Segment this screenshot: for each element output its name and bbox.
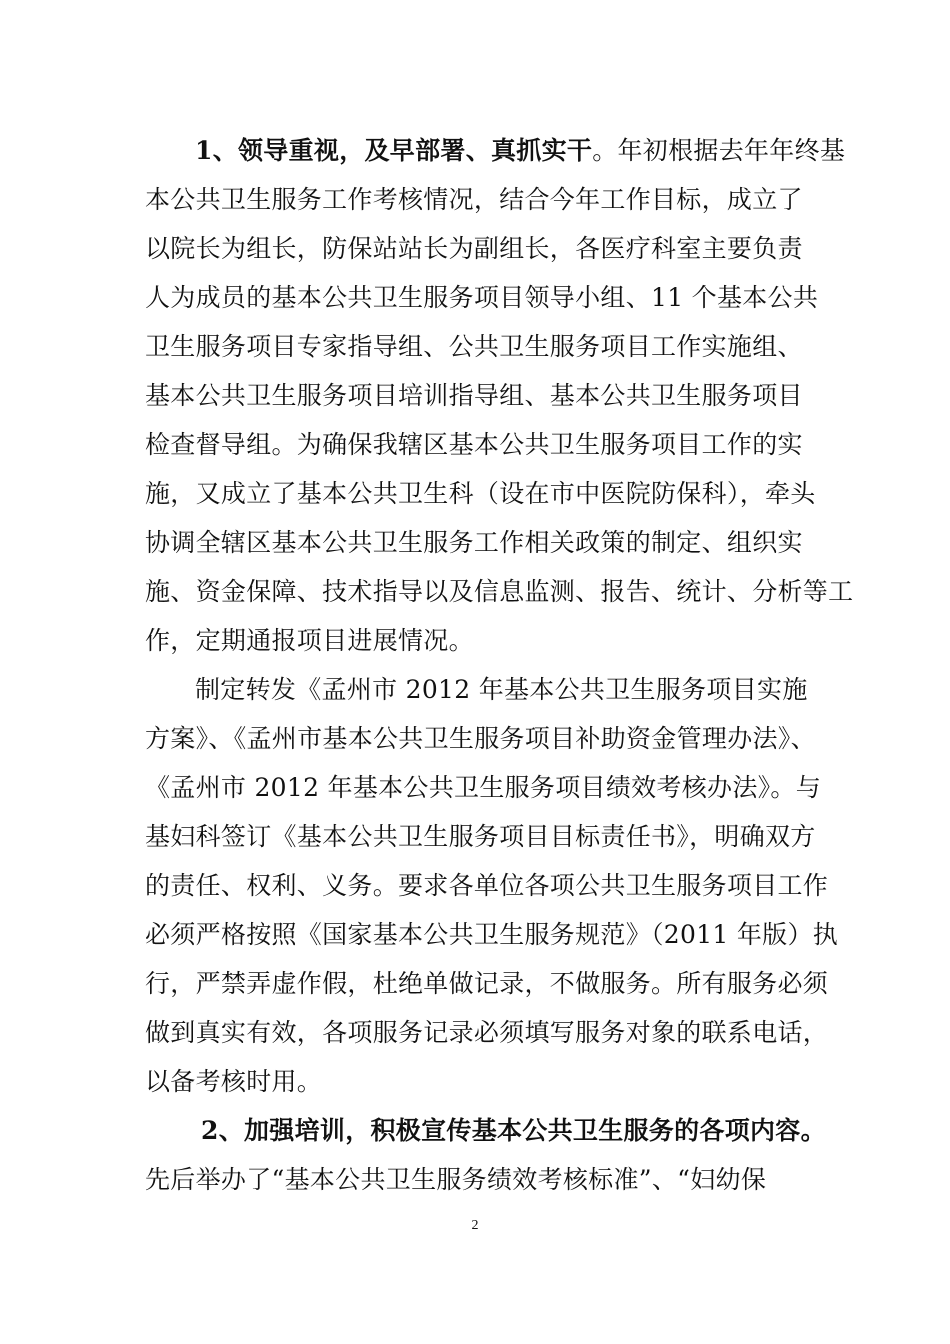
- paragraph-3-line-1: [145, 1106, 826, 1155]
- paragraph-1-line-5: 卫生服务项目专家指导组、公共卫生服务项目工作实施组、: [145, 332, 803, 361]
- line-text: 。年初根据去年年终基: [592, 136, 846, 165]
- paragraph-1-line-10: 施、资金保障、技术指导以及信息监测、报告、统计、分析等工: [145, 577, 854, 606]
- document-body: [145, 126, 854, 1204]
- paragraph-2-line-4: 基妇科签订《基本公共卫生服务项目目标责任书》，明确双方: [145, 822, 816, 851]
- paragraph-1-line-11: 作，定期通报项目进展情况。: [145, 626, 474, 655]
- section-heading-1: 1、领导重视，及早部署、真抓实干: [195, 136, 593, 165]
- paragraph-2-line-2: 方案》、《孟州市基本公共卫生服务项目补助资金管理办法》、: [145, 724, 816, 753]
- paragraph-1-line-7: 检查督导组。为确保我辖区基本公共卫生服务项目工作的实: [145, 430, 803, 459]
- paragraph-2-line-8: 做到真实有效，各项服务记录必须填写服务对象的联系电话，: [145, 1018, 829, 1047]
- paragraph-1-line-6: 基本公共卫生服务项目培训指导组、基本公共卫生服务项目: [145, 381, 803, 410]
- paragraph-2-line-1: 制定转发《孟州市 2012 年基本公共卫生服务项目实施: [195, 675, 808, 704]
- paragraph-2-line-3: 《孟州市 2012 年基本公共卫生服务项目绩效考核办法》。与: [145, 773, 822, 802]
- paragraph-1-line-4: 人为成员的基本公共卫生服务项目领导小组、11 个基本公共: [145, 283, 819, 312]
- paragraph-1-line-1: [145, 126, 846, 175]
- section-heading-2: 2、加强培训，积极宣传基本公共卫生服务的各项内容。: [201, 1116, 826, 1145]
- paragraph-2-line-5: 的责任、权利、义务。要求各单位各项公共卫生服务项目工作: [145, 871, 829, 900]
- paragraph-2-line-9: 以备考核时用。: [145, 1067, 323, 1096]
- paragraph-3-line-2: 先后举办了“基本公共卫生服务绩效考核标准”、“妇幼保: [145, 1165, 767, 1194]
- paragraph-1-line-3: 以院长为组长，防保站站长为副组长，各医疗科室主要负责: [145, 234, 803, 263]
- paragraph-2-line-6: 必须严格按照《国家基本公共卫生服务规范》（2011 年版）执: [145, 920, 839, 949]
- paragraph-1-line-9: 协调全辖区基本公共卫生服务工作相关政策的制定、组织实: [145, 528, 803, 557]
- paragraph-2-line-7: 行，严禁弄虚作假，杜绝单做记录，不做服务。所有服务必须: [145, 969, 829, 998]
- paragraph-1-line-8: 施，又成立了基本公共卫生科（设在市中医院防保科），牵头: [145, 479, 816, 508]
- page-number: 2: [471, 1218, 479, 1233]
- paragraph-1-line-2: 本公共卫生服务工作考核情况，结合今年工作目标，成立了: [145, 185, 803, 214]
